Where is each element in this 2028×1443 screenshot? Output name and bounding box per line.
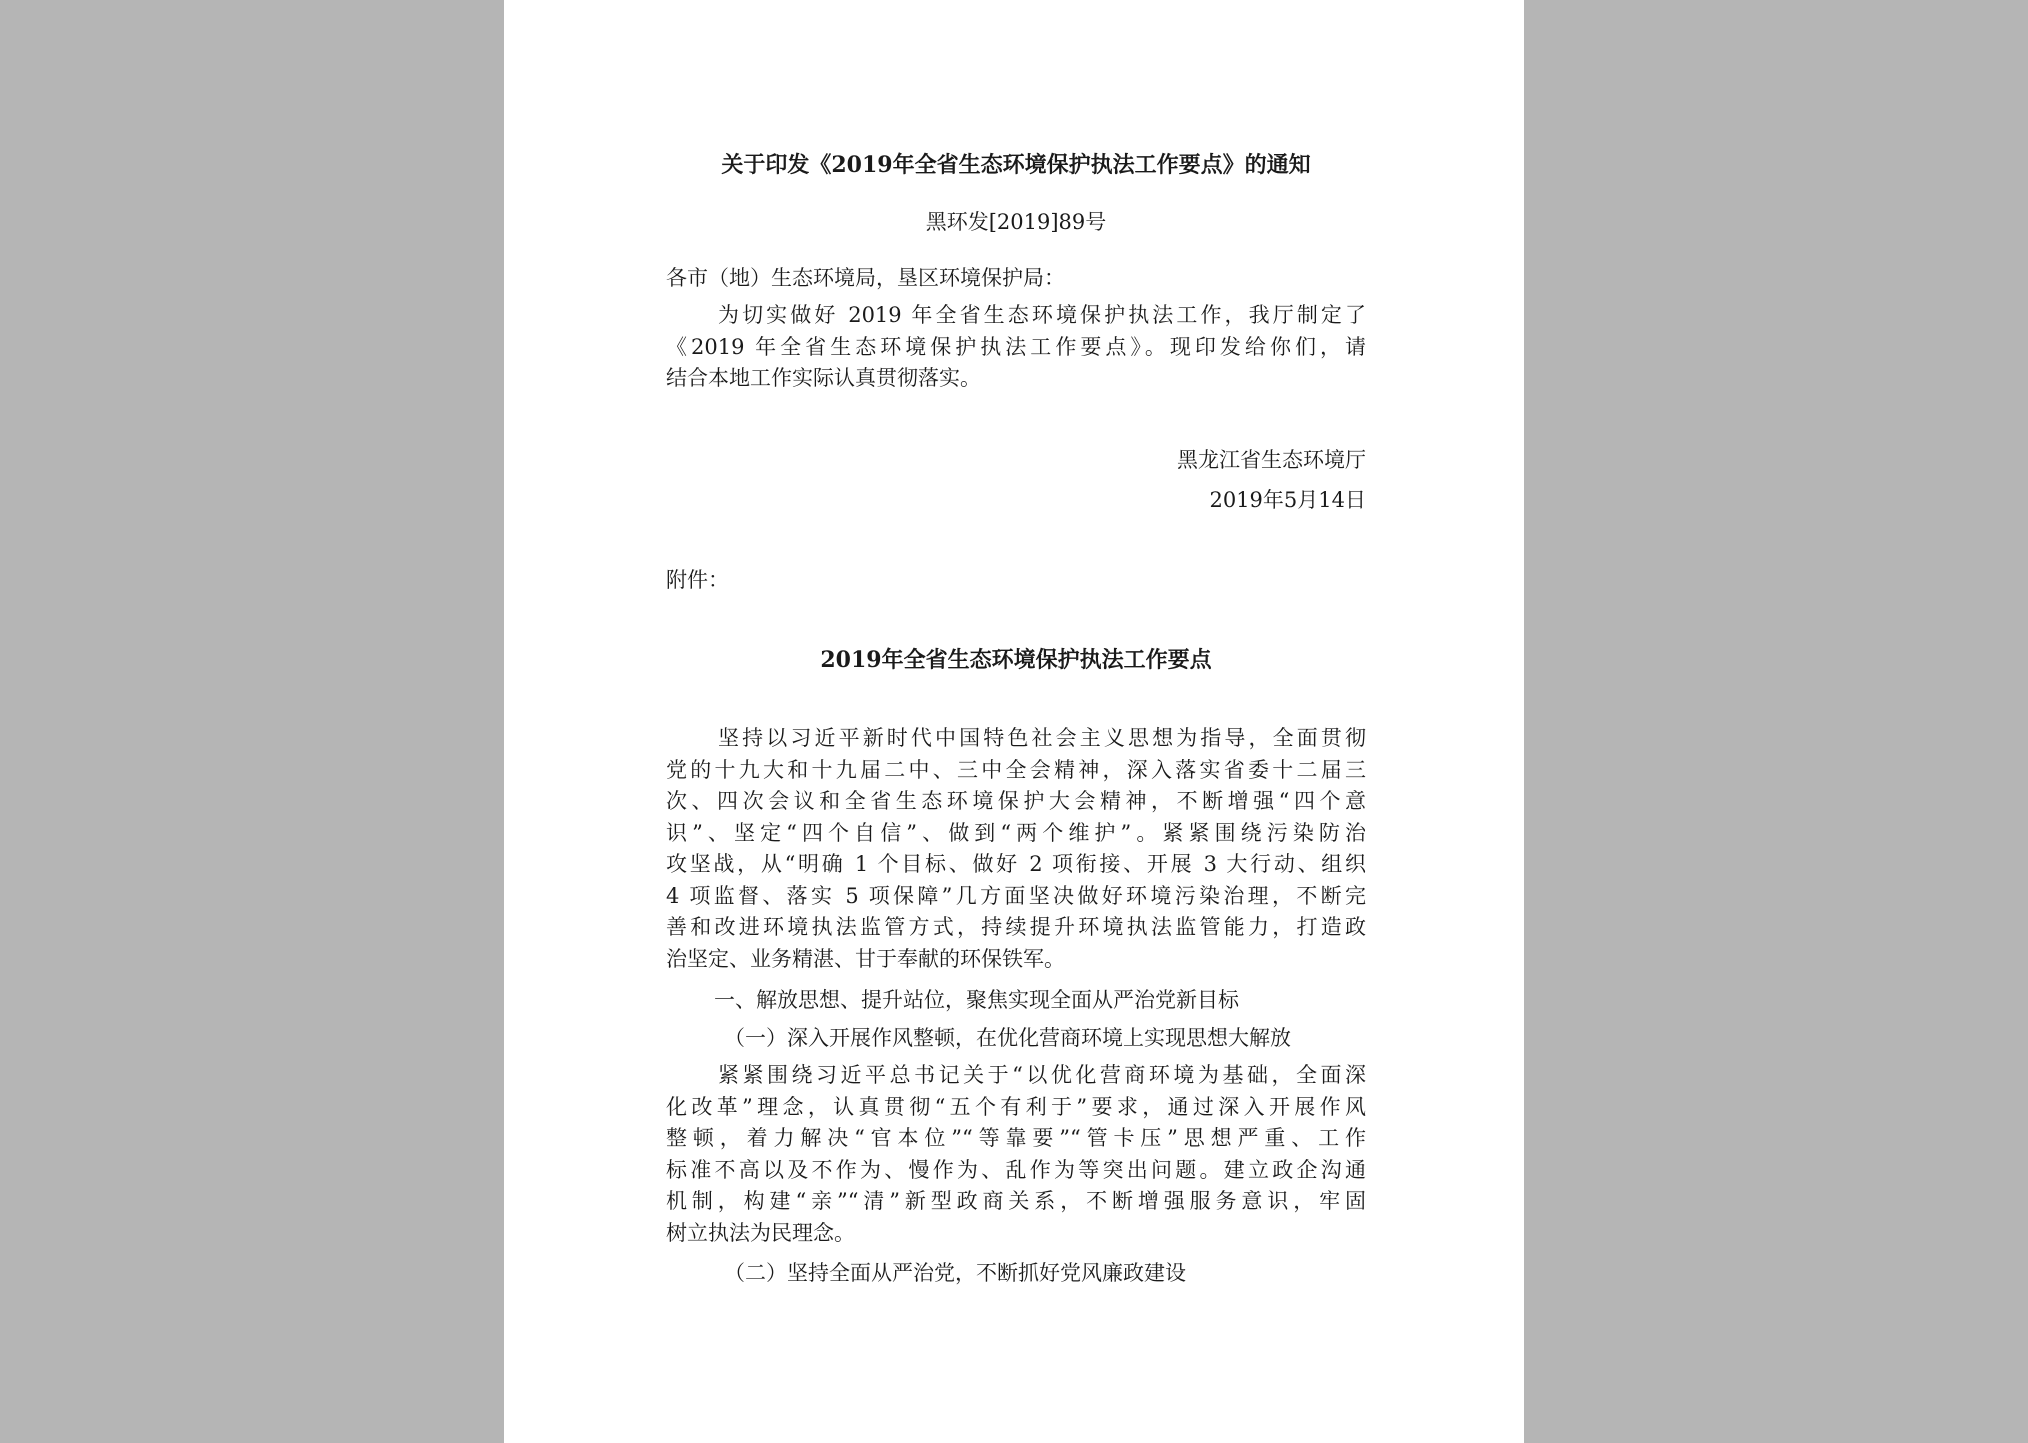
- addressee-line: 各市（地）生态环境局，垦区环境保护局：: [666, 266, 1065, 290]
- notice-body-line: 《2019 年全省生态环境保护执法工作要点》。现印发给你们，请: [666, 334, 1366, 359]
- sub1-line: 标准不高以及不作为、慢作为、乱作为等突出问题。建立政企沟通: [666, 1157, 1366, 1182]
- subsection-heading-2: （二）坚持全面从严治党，不断抓好党风廉政建设: [724, 1261, 1186, 1285]
- attachment-title: 2019年全省生态环境保护执法工作要点: [820, 647, 1212, 673]
- intro-line: 次、四次会议和全省生态环境保护大会精神，不断增强“四个意: [666, 789, 1366, 813]
- subsection-1-paragraph: [666, 1060, 1366, 1249]
- notice-body-line: 为切实做好 2019 年全省生态环境保护执法工作，我厅制定了: [718, 303, 1366, 327]
- attachment-intro-paragraph: [666, 723, 1366, 975]
- intro-line: 4 项监督、落实 5 项保障”几方面坚决做好环境污染治理，不断完: [666, 883, 1366, 908]
- notice-body-line: 结合本地工作实际认真贯彻落实。: [666, 366, 981, 390]
- intro-line: 善和改进环境执法监管方式，持续提升环境执法监管能力，打造政: [666, 915, 1366, 939]
- subsection-heading-1: （一）深入开展作风整顿，在优化营商环境上实现思想大解放: [724, 1026, 1291, 1050]
- sub1-line: 化改革”理念，认真贯彻“五个有利于”要求，通过深入开展作风: [666, 1094, 1366, 1119]
- intro-line: 党的十九大和十九届二中、三中全会精神，深入落实省委十二届三: [666, 757, 1366, 782]
- sub1-line: 机制，构建“亲”“清”新型政商关系，不断增强服务意识，牢固: [666, 1189, 1366, 1213]
- document-page: [504, 0, 1524, 1443]
- issue-date: 2019年5月14日: [1209, 488, 1366, 512]
- attachment-label: 附件：: [666, 568, 729, 592]
- intro-line: 攻坚战，从“明确 1 个目标、做好 2 项衔接、开展 3 大行动、组织: [666, 852, 1366, 876]
- intro-line: 识”、坚定“四个自信”、做到“两个维护”。紧紧围绕污染防治: [666, 820, 1366, 845]
- sub1-line: 树立执法为民理念。: [666, 1220, 855, 1245]
- intro-line: 治坚定、业务精湛、甘于奉献的环保铁军。: [666, 946, 1065, 971]
- section-heading-1: 一、解放思想、提升站位，聚焦实现全面从严治党新目标: [714, 988, 1239, 1012]
- sub1-line: 紧紧围绕习近平总书记关于“以优化营商环境为基础，全面深: [718, 1063, 1366, 1087]
- intro-line: 坚持以习近平新时代中国特色社会主义思想为指导，全面贯彻: [718, 726, 1366, 750]
- issuer-name: 黑龙江省生态环境厅: [1177, 448, 1366, 472]
- notice-body-paragraph: [666, 300, 1366, 395]
- document-number: 黑环发[2019]89号: [925, 210, 1107, 234]
- notice-title: 关于印发《2019年全省生态环境保护执法工作要点》的通知: [721, 152, 1311, 178]
- sub1-line: 整顿，着力解决“官本位”“等靠要”“管卡压”思想严重、工作: [666, 1126, 1366, 1150]
